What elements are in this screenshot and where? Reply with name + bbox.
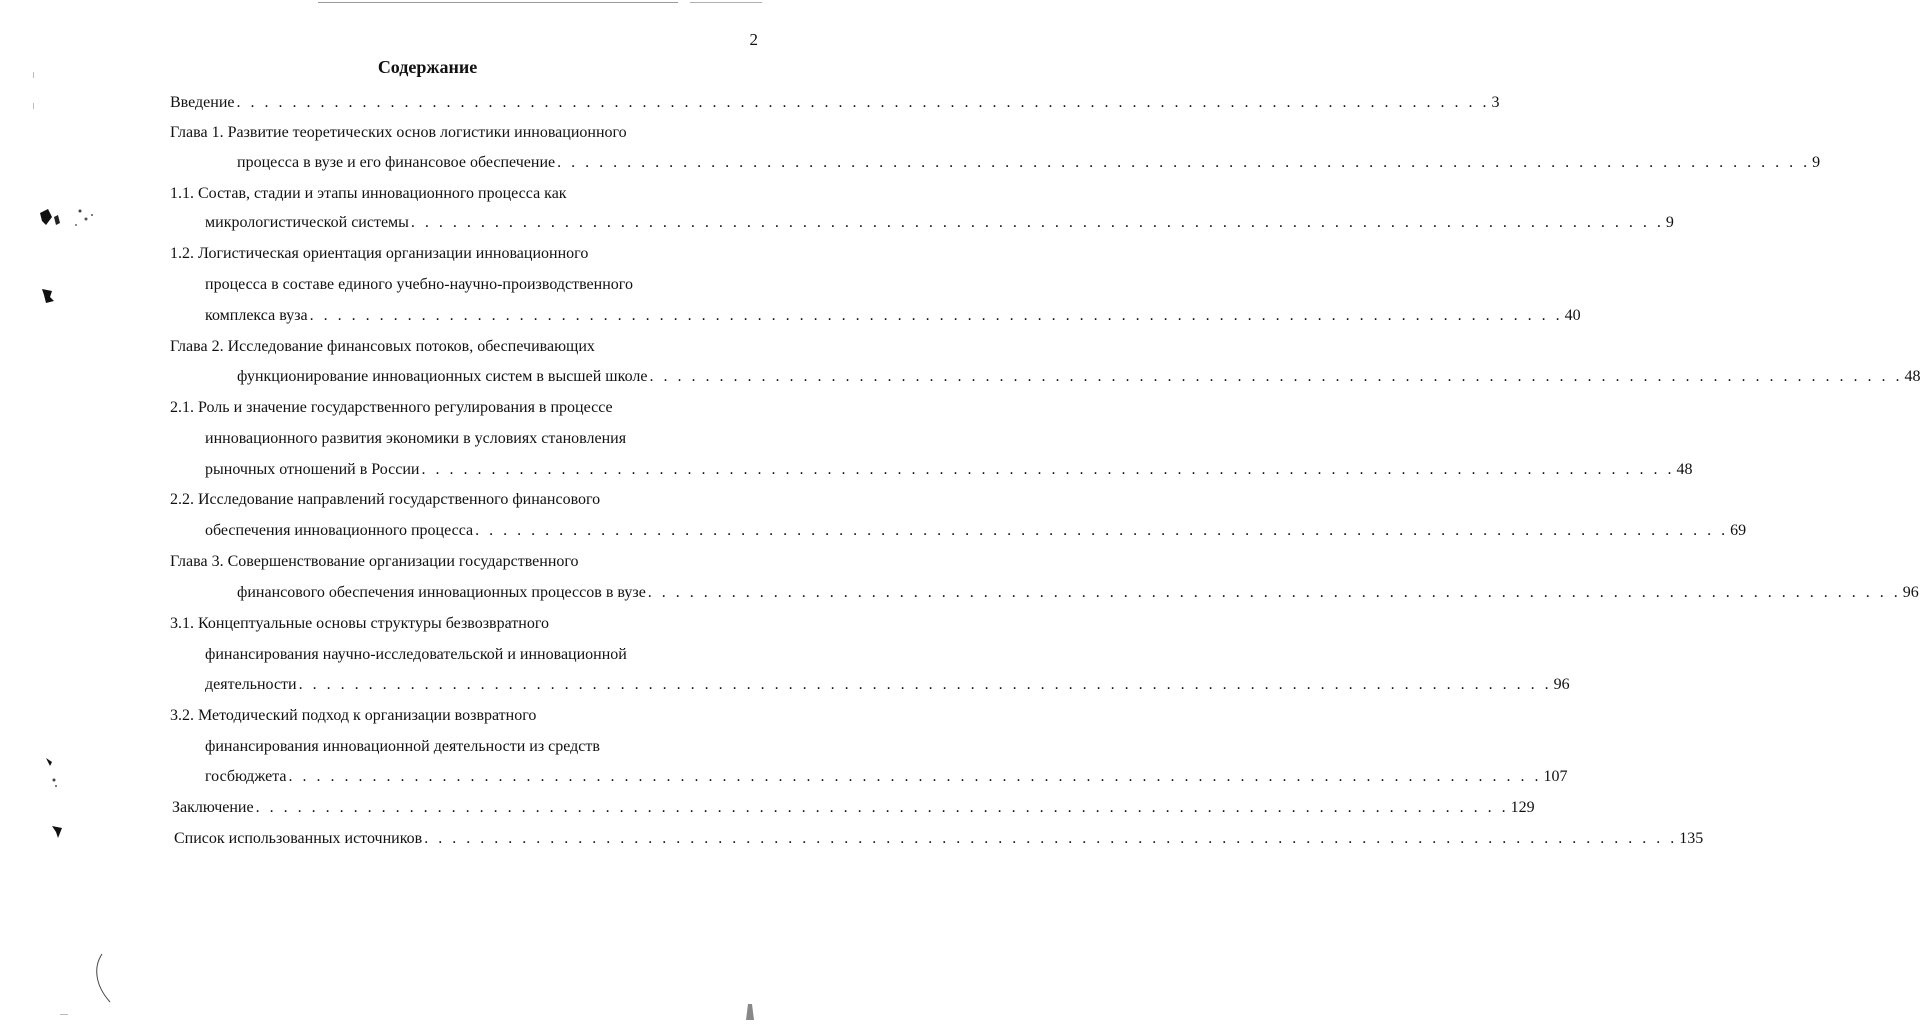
scan-speck bbox=[36, 283, 60, 307]
toc-entry-section-3-2 bbox=[205, 767, 1568, 787]
toc-entry-section-1-1-line1: 1.1. Состав, стадии и этапы инновационного процесса как bbox=[170, 185, 567, 202]
toc-entry-page: 3 bbox=[1491, 94, 1500, 111]
toc-entry-chapter1 bbox=[237, 153, 1821, 173]
toc-entry-page: 9 bbox=[1812, 154, 1821, 171]
toc-entry-section-1-2-line1: 1.2. Логистическая ориентация организации инновационного bbox=[170, 245, 589, 262]
scan-top-rule-right bbox=[690, 2, 762, 3]
toc-entry-title: Заключение bbox=[172, 799, 254, 816]
toc-entry-title: комплекса вуза bbox=[205, 307, 308, 324]
toc-entry-section-2-1-line2: инновационного развития экономики в условиях становления bbox=[205, 430, 627, 447]
toc-entry-chapter2-line1: Глава 2. Исследование финансовых потоков, обеспечивающих bbox=[170, 338, 595, 355]
toc-entry-page: 48 bbox=[1904, 368, 1920, 385]
toc-entry-title: финансового обеспечения инновационных процессов в вузе bbox=[237, 584, 646, 601]
toc-leader-dots: . . . . . . . . . . . . . . . . . . . . . . . . . . . . . . . . . . . . . . . . . . . . . . . . . . . . . . . . . . . . . . . . . . . . . . . . . . . . . . . . . . . . . . . . . . bbox=[557, 154, 1811, 171]
toc-entry-page: 40 bbox=[1564, 307, 1581, 324]
scan-margin-mark bbox=[33, 72, 34, 78]
scan-top-rule bbox=[318, 2, 678, 3]
toc-entry-title: процесса в вузе и его финансовое обеспечение bbox=[237, 154, 556, 171]
toc-heading: Содержание bbox=[377, 57, 478, 77]
toc-entry-page: 9 bbox=[1665, 214, 1674, 231]
toc-entry-page: 107 bbox=[1543, 768, 1568, 785]
toc-entry-title: обеспечения инновационного процесса bbox=[205, 522, 474, 539]
toc-entry-section-3-1-line1: 3.1. Концептуальные основы структуры безвозвратного bbox=[170, 615, 549, 632]
toc-entry-page: 96 bbox=[1553, 676, 1570, 693]
toc-entry-section-2-2-line1: 2.2. Исследование направлений государственного финансового bbox=[170, 491, 601, 508]
toc-leader-dots: . . . . . . . . . . . . . . . . . . . . . . . . . . . . . . . . . . . . . . . . . . . . . . . . . . . . . . . . . . . . . . . . . . . . . . . . . . . . . . . . . . . . . . . . . . bbox=[255, 799, 1509, 816]
toc-entry-introduction bbox=[170, 93, 1500, 113]
scan-speck-corner bbox=[740, 1000, 760, 1026]
toc-leader-dots: . . . . . . . . . . . . . . . . . . . . . . . . . . . . . . . . . . . . . . . . . . . . . . . . . . . . . . . . . . . . . . . . . . . . . . . . . . . . . . . . . . . . . . . . . . bbox=[649, 368, 1903, 385]
toc-entry-chapter2 bbox=[237, 367, 1920, 387]
scan-speck bbox=[48, 822, 68, 844]
toc-leader-dots: . . . . . . . . . . . . . . . . . . . . . . . . . . . . . . . . . . . . . . . . . . . . . . . . . . . . . . . . . . . . . . . . . . . . . . . . . . . . . . . . . . . . . . . . . . bbox=[309, 307, 1563, 324]
toc-entry-chapter1-line1: Глава 1. Развитие теоретических основ логистики инновационного bbox=[170, 124, 627, 141]
toc-entry-title: рыночных отношений в России bbox=[205, 461, 420, 478]
toc-entry-chapter3 bbox=[237, 583, 1919, 603]
toc-leader-dots: . . . . . . . . . . . . . . . . . . . . . . . . . . . . . . . . . . . . . . . . . . . . . . . . . . . . . . . . . . . . . . . . . . . . . . . . . . . . . . . . . . . . . . . . . . bbox=[298, 676, 1552, 693]
toc-leader-dots: . . . . . . . . . . . . . . . . . . . . . . . . . . . . . . . . . . . . . . . . . . . . . . . . . . . . . . . . . . . . . . . . . . . . . . . . . . . . . . . . . . . . . . . . . . bbox=[236, 94, 1490, 111]
scan-margin-mark bbox=[60, 1014, 68, 1015]
toc-entry-bibliography bbox=[174, 829, 1704, 849]
toc-leader-dots: . . . . . . . . . . . . . . . . . . . . . . . . . . . . . . . . . . . . . . . . . . . . . . . . . . . . . . . . . . . . . . . . . . . . . . . . . . . . . . . . . . . . . . . . . . bbox=[410, 214, 1664, 231]
toc-entry-title: Список использованных источников bbox=[174, 830, 423, 847]
toc-leader-dots: . . . . . . . . . . . . . . . . . . . . . . . . . . . . . . . . . . . . . . . . . . . . . . . . . . . . . . . . . . . . . . . . . . . . . . . . . . . . . . . . . . . . . . . . . . bbox=[421, 461, 1675, 478]
toc-entry-conclusion bbox=[172, 798, 1535, 818]
scan-speck bbox=[40, 752, 64, 792]
toc-entry-section-3-2-line1: 3.2. Методический подход к организации возвратного bbox=[170, 707, 537, 724]
toc-entry-section-3-1 bbox=[205, 675, 1570, 695]
toc-entry-page: 129 bbox=[1510, 799, 1535, 816]
scan-speck-cluster bbox=[30, 195, 100, 245]
scan-margin-mark bbox=[33, 103, 34, 109]
toc-entry-page: 135 bbox=[1679, 830, 1704, 847]
toc-entry-section-1-2-line2: процесса в составе единого учебно-научно-производственного bbox=[205, 276, 633, 293]
toc-entry-section-3-2-line2: финансирования инновационной деятельности из средств bbox=[205, 738, 600, 755]
toc-entry-page: 48 bbox=[1676, 461, 1693, 478]
page-number: 2 bbox=[749, 30, 758, 49]
toc-entry-page: 96 bbox=[1902, 584, 1919, 601]
toc-leader-dots: . . . . . . . . . . . . . . . . . . . . . . . . . . . . . . . . . . . . . . . . . . . . . . . . . . . . . . . . . . . . . . . . . . . . . . . . . . . . . . . . . . . . . . . . . . bbox=[424, 830, 1678, 847]
toc-entry-section-2-1 bbox=[205, 460, 1693, 480]
toc-entry-chapter3-line1: Глава 3. Совершенствование организации государственного bbox=[170, 553, 579, 570]
toc-entry-section-2-1-line1: 2.1. Роль и значение государственного регулирования в процессе bbox=[170, 399, 613, 416]
toc-leader-dots: . . . . . . . . . . . . . . . . . . . . . . . . . . . . . . . . . . . . . . . . . . . . . . . . . . . . . . . . . . . . . . . . . . . . . . . . . . . . . . . . . . . . . . . . . . bbox=[475, 522, 1729, 539]
toc-entry-title: микрологистической системы bbox=[205, 214, 409, 231]
toc-entry-title: госбюджета bbox=[205, 768, 287, 785]
toc-entry-title: Введение bbox=[170, 94, 235, 111]
toc-entry-title: функционирование инновационных систем в высшей школе bbox=[237, 368, 648, 385]
toc-entry-section-1-2 bbox=[205, 306, 1581, 326]
toc-entry-page: 69 bbox=[1730, 522, 1747, 539]
toc-entry-section-3-1-line2: финансирования научно-исследовательской и инновационной bbox=[205, 646, 627, 663]
toc-entry-section-2-2 bbox=[205, 521, 1747, 541]
toc-entry-section-1-1 bbox=[205, 213, 1674, 233]
toc-leader-dots: . . . . . . . . . . . . . . . . . . . . . . . . . . . . . . . . . . . . . . . . . . . . . . . . . . . . . . . . . . . . . . . . . . . . . . . . . . . . . . . . . . . . . . . . . . bbox=[647, 584, 1901, 601]
scan-margin-curve bbox=[88, 950, 118, 1010]
toc-leader-dots: . . . . . . . . . . . . . . . . . . . . . . . . . . . . . . . . . . . . . . . . . . . . . . . . . . . . . . . . . . . . . . . . . . . . . . . . . . . . . . . . . . . . . . . . . . bbox=[288, 768, 1542, 785]
toc-entry-title: деятельности bbox=[205, 676, 297, 693]
